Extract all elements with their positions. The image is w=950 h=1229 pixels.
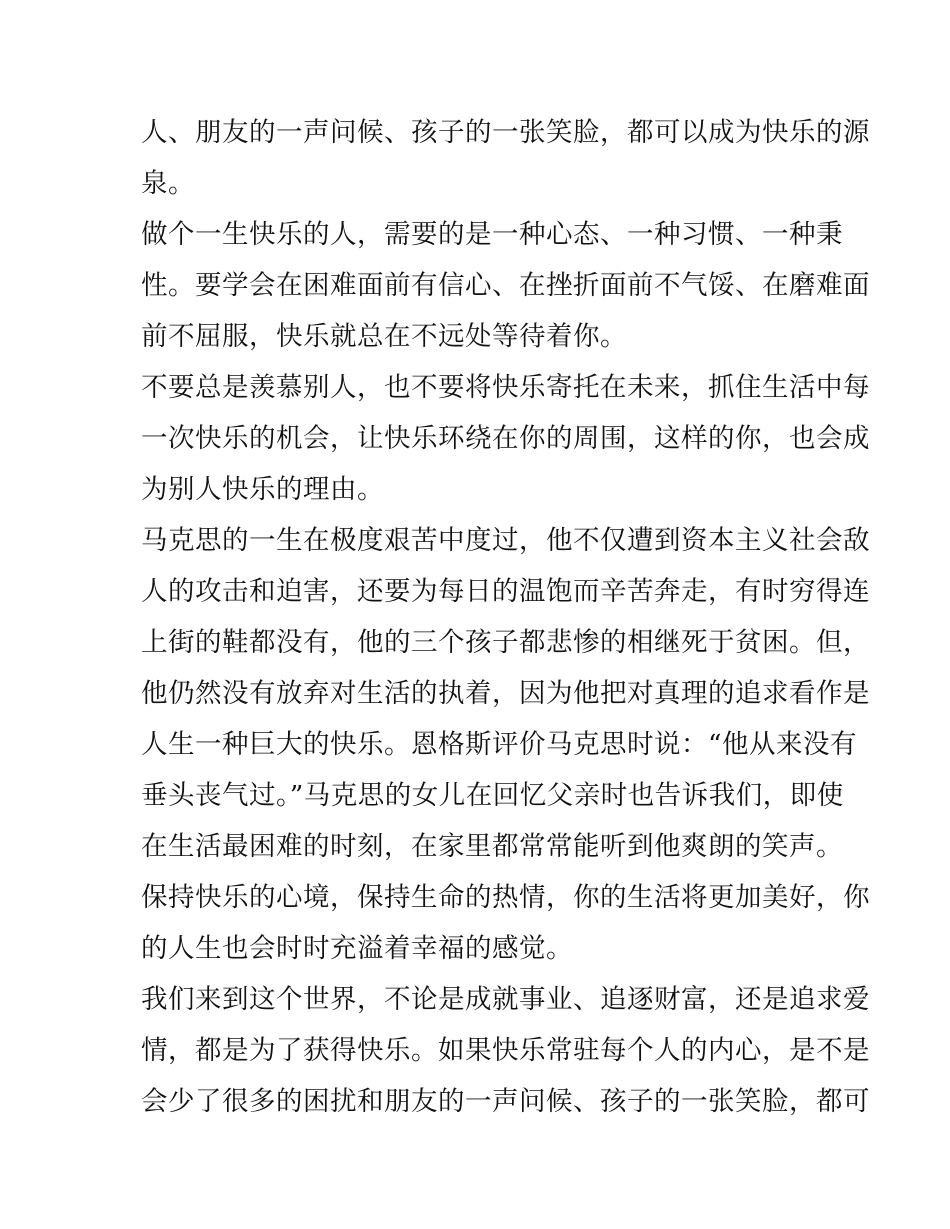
text-line: 人生一种巨大的快乐。恩格斯评价马克思时说：“他从来没有 (141, 729, 858, 760)
text-line: 人、朋友的一声问候、孩子的一张笑脸，都可以成为快乐的源 (141, 117, 870, 148)
text-line: 保持快乐的心境，保持生命的热情，你的生活将更加美好，你 (141, 882, 870, 913)
text-line: 他仍然没有放弃对生活的执着，因为他把对真理的追求看作是 (141, 678, 870, 709)
text-line: 泉。 (141, 168, 195, 199)
text-line: 人的攻击和迫害，还要为每日的温饱而辛苦奔走，有时穷得连 (141, 576, 870, 607)
text-line: 前不屈服，快乐就总在不远处等待着你。 (141, 321, 627, 352)
text-line: 马克思的一生在极度艰苦中度过，他不仅遭到资本主义社会敌 (141, 525, 870, 556)
text-line: 上街的鞋都没有，他的三个孩子都悲惨的相继死于贫困。但， (141, 627, 870, 658)
text-line: 的人生也会时时充溢着幸福的感觉。 (141, 933, 573, 964)
text-line: 在生活最困难的时刻，在家里都常常能听到他爽朗的笑声。 (141, 831, 843, 862)
text-line: 我们来到这个世界，不论是成就事业、追逐财富，还是追求爱 (141, 984, 870, 1015)
text-line: 为别人快乐的理由。 (141, 474, 384, 505)
text-line: 会少了很多的困扰和朋友的一声问候、孩子的一张笑脸，都可 (141, 1086, 870, 1117)
text-line: 做个一生快乐的人，需要的是一种心态、一种习惯、一种秉 (141, 219, 843, 250)
text-line: 情，都是为了获得快乐。如果快乐常驻每个人的内心，是不是 (141, 1035, 870, 1066)
text-line: 性。要学会在困难面前有信心、在挫折面前不气馁、在磨难面 (141, 270, 870, 301)
text-line: 一次快乐的机会，让快乐环绕在你的周围，这样的你，也会成 (141, 423, 870, 454)
body-text (141, 107, 870, 1127)
text-line: 不要总是羡慕别人，也不要将快乐寄托在未来，抓住生活中每 (141, 372, 870, 403)
text-line: 垂头丧气过。”马克思的女儿在回忆父亲时也告诉我们，即使 (141, 780, 844, 811)
